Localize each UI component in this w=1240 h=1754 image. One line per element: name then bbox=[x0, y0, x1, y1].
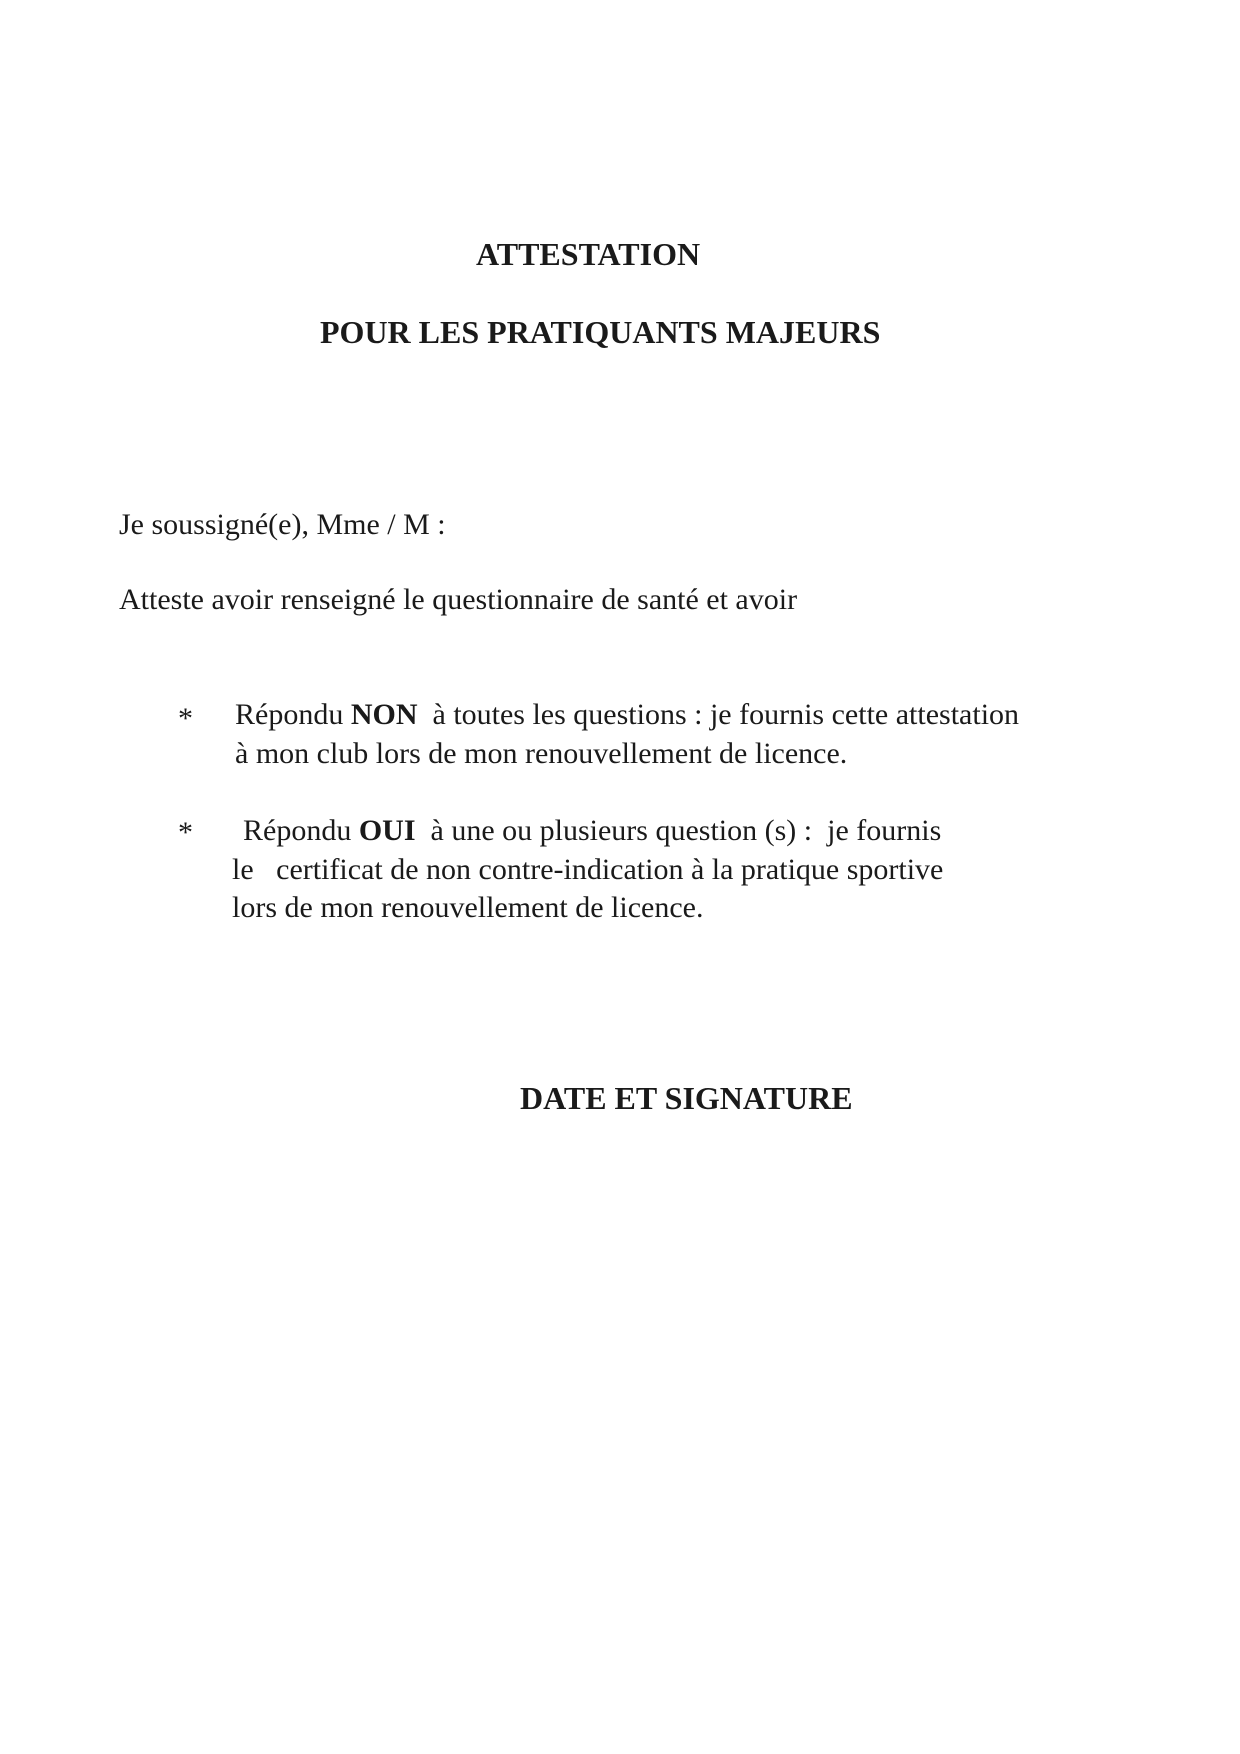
option-oui-line2: le certificat de non contre-indication à la pratique sportive bbox=[232, 853, 944, 886]
option-keyword-non: NON bbox=[350, 698, 418, 731]
option-oui-line1 bbox=[243, 816, 941, 846]
option-text: à une ou plusieurs question (s) : je fournis bbox=[415, 814, 942, 847]
option-non-line1 bbox=[235, 700, 1019, 730]
bullet-marker: * bbox=[178, 816, 193, 849]
option-non-line2: à mon club lors de mon renouvellement de licence. bbox=[235, 737, 848, 770]
option-keyword-oui: OUI bbox=[358, 814, 416, 847]
option-prefix: Répondu bbox=[235, 698, 351, 731]
bullet-marker: * bbox=[178, 702, 193, 735]
declarant-line: Je soussigné(e), Mme / M : bbox=[119, 508, 446, 541]
date-signature-label: DATE ET SIGNATURE bbox=[520, 1080, 853, 1116]
option-text: à toutes les questions : je fournis cette attestation bbox=[417, 698, 1020, 731]
attestation-statement: Atteste avoir renseigné le questionnaire de santé et avoir bbox=[119, 583, 798, 616]
document-title: ATTESTATION bbox=[476, 236, 701, 272]
document-subtitle: POUR LES PRATIQUANTS MAJEURS bbox=[320, 314, 881, 350]
option-prefix: Répondu bbox=[243, 814, 359, 847]
option-oui-line3: lors de mon renouvellement de licence. bbox=[232, 891, 704, 924]
